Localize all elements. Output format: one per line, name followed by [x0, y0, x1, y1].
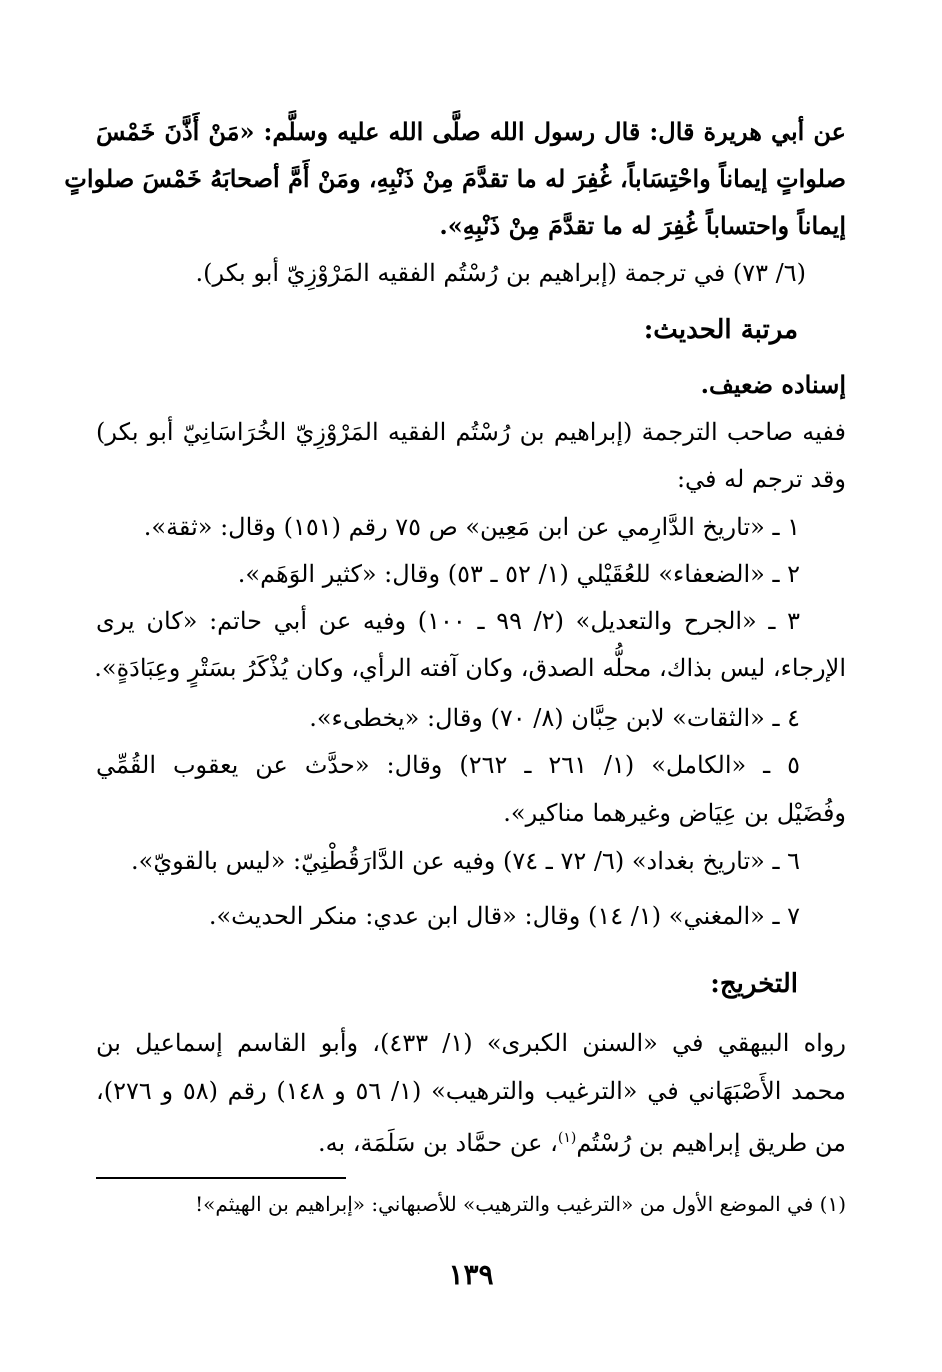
text-line-translated: وقد ترجم له في:: [676, 465, 846, 493]
footnote: (١) في الموضع الأول من «الترغيب والترهيب» للأصبهاني: «إبراهيم بن الهيثم»!: [195, 1192, 846, 1216]
list-item-1: ١ ـ «تاريخ الدَّارِمي عن ابن مَعِين» ص ٧٥ رقم (١٥١) وقال: «ثقة».: [143, 513, 800, 541]
list-item-3-cont: الإرجاء، ليس بذاك، محلُّه الصدق، وكان آفته الرأي، وكان يُذْكَرُ بسَتْرٍ وعِبَادَةٍ».: [94, 654, 846, 682]
list-item-5: ٥ ـ «الكامل» (١/ ٢٦١ ـ ٢٦٢) وقال: «حدَّث عن يعقوب القُمِّي: [96, 751, 800, 779]
text-line-isnad: إسناده ضعيف.: [700, 370, 846, 399]
text-line-takhrij-3: [96, 1121, 846, 1160]
page-number: ١٣٩: [448, 1258, 494, 1291]
text-line-narrator: ففيه صاحب الترجمة (إبراهيم بن رُسْتُم الفقيه المَرْوْزِيّ الخُرَاسَانِيّ أبو بكر): [96, 418, 846, 446]
list-item-4: ٤ ـ «الثقات» لابن حِبَّان (٨/ ٧٠) وقال: «يخطىء».: [309, 704, 800, 732]
footnote-marker: (١): [557, 1130, 577, 1146]
text-line-1: عن أبي هريرة قال: قال رسول الله صلَّى الله عليه وسلَّم: «مَنْ أَذَّنَ خَمْسَ: [96, 117, 846, 146]
list-item-5-cont: وفُضَيْل بن عِيَاض وغيرهما مناكير».: [503, 799, 846, 827]
list-item-7: ٧ ـ «المغني» (١/ ١٤) وقال: «قال ابن عدي: منكر الحديث».: [208, 902, 800, 930]
section-heading-grading: مرتبة الحديث:: [643, 315, 798, 345]
list-item-6: ٦ ـ «تاريخ بغداد» (٦/ ٧٢ ـ ٧٤) وفيه عن الدَّارَقُطْنِيّ: «ليس بالقويّ».: [131, 847, 800, 875]
text-line-3: إيماناً واحتساباً غُفِرَ له ما تقدَّمَ مِنْ ذَنْبِهِ».: [439, 211, 846, 240]
text-line-4: (٦/ ٧٣) في ترجمة (إبراهيم بن رُسْتُم الفقيه المَرْوْزِيّ أبو بكر).: [195, 259, 806, 287]
text-line-2: صلواتٍ إيماناً واحْتِسَاباً، غُفِرَ له ما تقدَّمَ مِنْ ذَنْبِهِ، ومَنْ أَمَّ أصحابَهُ خَمْسَ صلواتٍ: [64, 164, 846, 193]
text-line-takhrij-2: محمد الأَصْبَهَاني في «الترغيب والترهيب» (١/ ٥٦ و ١٤٨) رقم (٥٨ و ٢٧٦)،: [96, 1077, 846, 1105]
text-segment: من طريق إبراهيم بن رُسْتُم: [576, 1129, 846, 1157]
text-segment: ، عن حمَّاد بن سَلَمَة، به.: [318, 1129, 558, 1157]
list-item-2: ٢ ـ «الضعفاء» للعُقَيْلي (١/ ٥٢ ـ ٥٣) وقال: «كثير الوَهَم».: [237, 560, 800, 588]
list-item-3: ٣ ـ «الجرح والتعديل» (٢/ ٩٩ ـ ١٠٠) وفيه عن أبي حاتم: «كان يرى: [96, 607, 801, 635]
section-heading-takhrij: التخريج:: [710, 969, 798, 999]
footnote-divider: [96, 1177, 346, 1179]
text-line-takhrij-1: رواه البيهقي في «السنن الكبرى» (١/ ٤٣٣)، وأبو القاسم إسماعيل بن: [96, 1029, 846, 1057]
